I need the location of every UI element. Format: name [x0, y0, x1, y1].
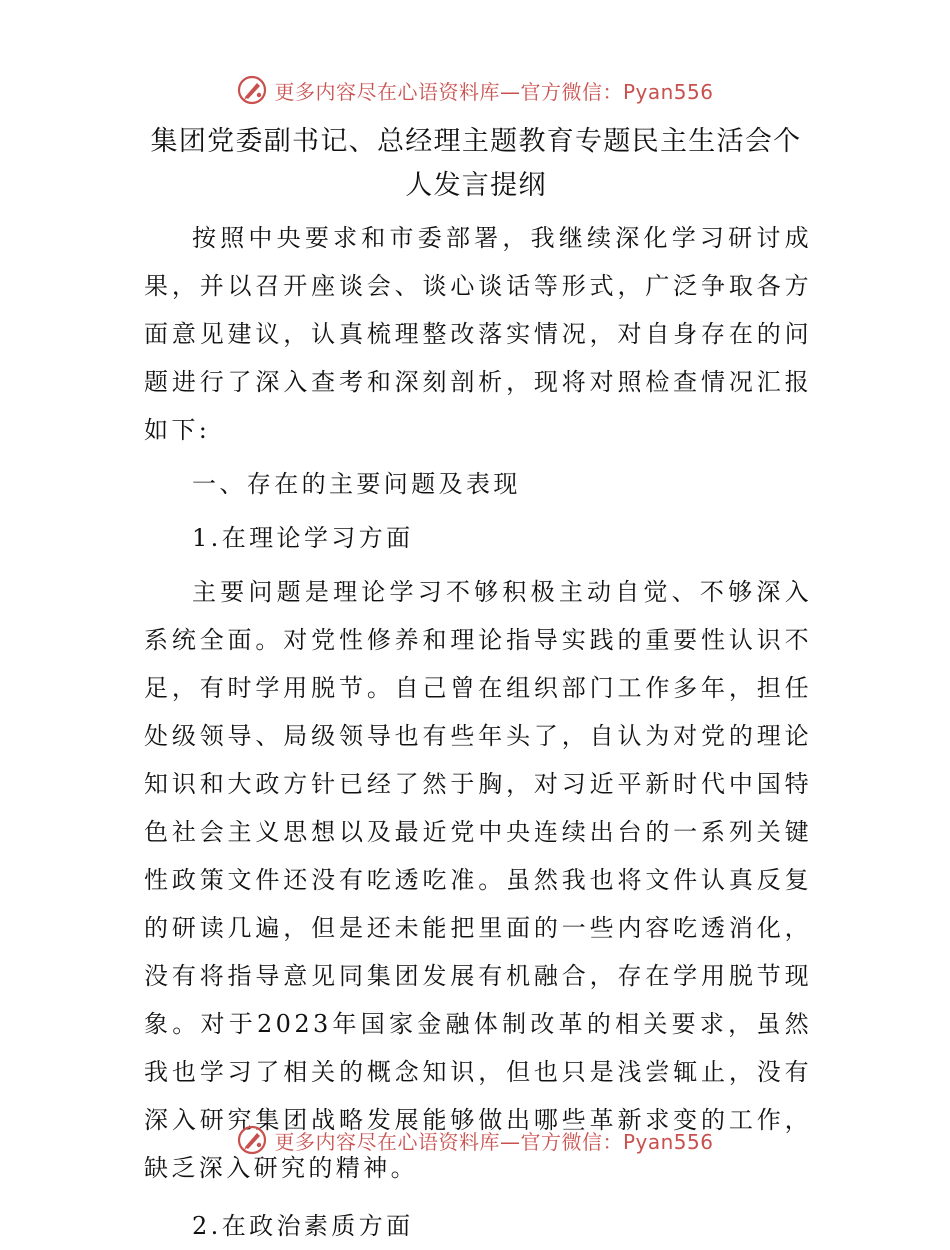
- document-title: 集团党委副书记、总经理主题教育专题民主生活会个人发言提纲: [150, 126, 802, 201]
- pen-seal-logo-icon: [236, 1124, 268, 1156]
- footer-watermark: [0, 1120, 950, 1160]
- body-paragraph: 主要问题是理论学习不够积极主动自觉、不够深入系统全面。对党性修养和理论指导实践的重要性认识不足，有时学用脱节。自己曾在组织部门工作多年，担任处级领导、局级领导也有些年头了，自认为对党的理论知识和大政方针已经了然于胸，对习近平新时代中国特色社会主义思想以及最近党中央连续出台的一系列关键性政策文件还没有吃透吃准。虽然我也将文件认真反复的研读几遍，但是还未能把里面的一些内容吃透消化，没有将指导意见同集团发展有机融合，存在学用脱节现象。对于2023年国家金融体制改革的相关要求，虽然我也学习了相关的概念知识，但也只是浅尝辄止，没有深入研究集团战略发展能够做出哪些革新求变的工作，缺乏深入研究的精神。: [144, 578, 812, 1182]
- header-watermark: [0, 70, 950, 110]
- subsection-heading: 1.在理论学习方面: [192, 524, 414, 552]
- pen-seal-logo-icon: [236, 74, 268, 106]
- watermark-text: 更多内容尽在心语资料库—官方微信：Pyan556: [274, 79, 714, 104]
- intro-paragraph: 按照中央要求和市委部署，我继续深化学习研讨成果，并以召开座谈会、谈心谈话等形式，广泛争取各方面意见建议，认真梳理整改落实情况，对自身存在的问题进行了深入查考和深刻剖析，现将对照检查情况汇报如下:: [144, 224, 812, 444]
- section-heading: 一、存在的主要问题及表现: [192, 470, 521, 498]
- subsection-heading: 2.在政治素质方面: [192, 1212, 414, 1240]
- document-body: [144, 214, 812, 1250]
- watermark-text: 更多内容尽在心语资料库—官方微信：Pyan556: [274, 1129, 714, 1154]
